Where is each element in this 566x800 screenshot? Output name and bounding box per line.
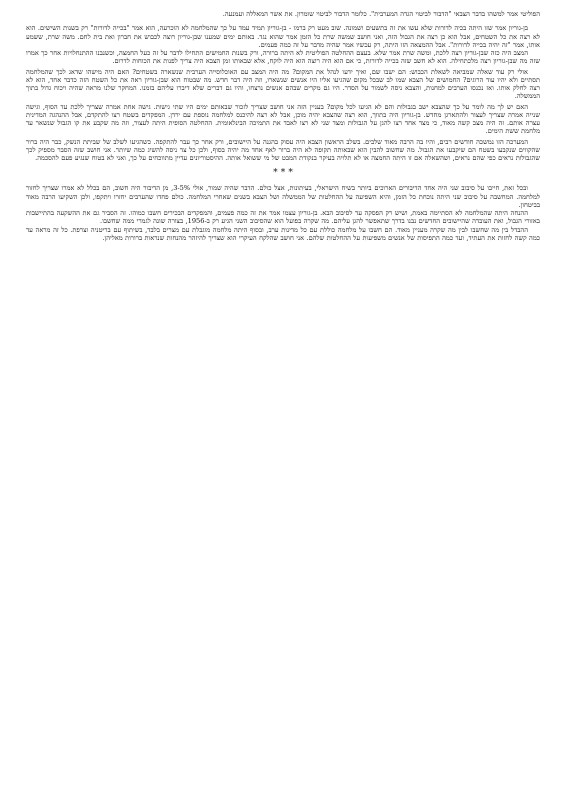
paragraph-3: אולי רק עוד שאלה שמביאה לשאלת הכבוש: הם ישבו שם, ואיך ידעו לנהל את המקום? מה היה המצב עם האוכלוסייה הערבית שנשארה בשטחים? האם היה מישהו שדאג לכך שהמלחמה תסתיים ולא יהיו עוד הרוגים? החמושים של הצבא שמו לב שבכל מקום שהגיעו אליו היו אנשים שנשארו, וזה היה דבר חדש. מה שבטוח הוא שבן-גוריון ראה את כל השטח הזה כדבר אחד, הוא לא רצה לחלק אותו. ואז נכנסו הערבים למחנות, והצבא ניסה לשמור על הסדר. היו גם מקרים שבהם אנשים נרצחו, והיו גם דברים שלא דיברו עליהם בזמנו. המחקר שלנו מראה שהיה ויכוח גדול בתוך הממשלה. (26, 67, 540, 101)
paragraph-5: המערכה הזו נמשכה חודשים רבים, והיו בה הרבה מאוד שלבים. בשלב הראשון הצבא היה עסוק בהגנה על היישובים, ורק אחר כך עבר להתקפה. כשהגיעו לשלב של שביתת הנשק, כבר היה ברור שהקווים שנקבעו בשטח הם שיקבעו את הגבול. מה שחשוב להבין הוא שבאותה תקופה לא היה ברור לאף אחד מה יהיה בסוף, ולכן כל צד ניסה להשיג כמה שיותר. אני חושב שזה הסבר מספיק לכך שהגבולות נראים כפי שהם נראים, ושהשאלה אם זו היתה החמצה או לא תלויה בעיקר בנקודת המבט של מי ששואל אותה. ההיסטוריונים עדיין מתווכחים על כך, ואני לא בטוח שנגיע פעם להסכמה. (26, 137, 540, 162)
body-section-d (26, 138, 540, 163)
intro-paragraph (26, 10, 540, 18)
paragraph-7: ההנחה היתה שהמלחמה לא הסתיימה באמת, ושיש רק הפסקה עד לסיבוב הבא. בן-גוריון עצמו אמר את זה כמה פעמים, והמפקדים הבכירים חשבו כמוהו. זה הסביר גם את ההשקעה בהתיישבות באזורי הגבול, ואת העובדה שהיישובים החדשים נבנו בדרך שתאפשר להגן עליהם. מה שקרה בפועל הוא שהסיבוב השני הגיע רק ב-1956, בצורה שונה לגמרי ממה שחשבו. (26, 209, 540, 226)
body-section-e (26, 184, 540, 242)
intro-text: הפוליטי אמר למשהו בדבר הצבאי "הדבור לביטוי הגדה המערבית". כלומר הדבור לביטוי שומרון. את אשר המאללה ועמנעה. (222, 10, 540, 18)
body-section-a (26, 24, 540, 65)
section-divider: * * * (273, 168, 293, 179)
body-section-b (26, 68, 540, 101)
paragraph-2: המצב היה כזה שבן-גוריון רצה ללכת, ומשה שרת אמר שלא. בעצם ההחלטה הפוליטית לא היתה ברורה, ורק בשנות החמישים התחילו לדבר על זה כעל החמצה, וכשנבנו ההתנחלויות אחר כך אמרו שזה מה שבן-גוריון רצה מלכתחילה. הוא לא חשב שזה בכייה לדורות, כי אם הוא היה רוצה הוא היה לוקח, אלא שבאותו זמן הצבא היה צריך לפנות את הכוחות לדרום. (25, 49, 540, 66)
paragraph-8: ההבדל בין מה שחשבו לבין מה שקרה מעניין מאוד. הם חשבו על מלחמה כוללת עם כל מדינות ערב, ובסוף היתה מלחמה מוגבלת עם מצרים בלבד, בשיתוף עם בריטניה וצרפת. כל זה מראה עד כמה קשה לחזות את העתיד, ועד כמה התפיסות של אנשים משפיעות על ההחלטות שלהם. אני חושב שהלקח העיקרי הוא שצריך להיזהר מהנחות שנראות ברורות מאליהן. (26, 225, 540, 242)
paragraph-4: האם יש לך מה לומר על כך שהצבא ישב בגבולות והם לא הגיעו לכל מקום? בעניין הזה אני חושב שצריך לזכור שבאותם ימים היו שתי גישות. גישה אחת אמרה שצריך ללכת עד הסוף, וגישה שנייה אמרה שצריך לעצור ולהתארגן מחדש. בן-גוריון היה בתווך, הוא רצה שהצבא יהיה מוכן, אבל לא רצה להיכנס למלחמה נוספת עם ירדן. המפקדים בשטח רצו להתקדם, אבל ההנהגה המדינית עצרה אותם. זה היה מצב קשה מאוד, כי מצד אחד רצו להגן על הגבולות ומצד שני לא רצו לאבד את התמיכה הבינלאומית. ההחלטה הסופית היתה לעצור, וזה מה שקבע את קו הגבול שנשאר עד מלחמת ששת הימים. (26, 102, 540, 136)
body-section-c (26, 103, 540, 136)
paragraph-1: בן-גוריון אמר שזו היתה בכיה לדורות שלא עשו את זה בתשעים ושמונה. שוב מעט רק ברמו - בן-גוריון תמיד עמד על כך שהמלחמה לא הוכרעה, הוא אמר "בכייה לדורות" רק בשנות השישים. הוא לא רצה את כל השטחים, אבל הוא כן רצה את הגבול הזה, ואני חושב שמשה שרת כל הזמן אמר שהוא נגד. באותם ימים שמענו שבן-גוריון רוצה לכבוש את חברון ואת בית לחם. משה שרת, ששמע אותו, אמר "זה יהיה בכייה לדורות". אבל ההמצאה הזו היתה, רק עכשיו אמר שהיה מדבר על זה כמה פעמים. (26, 24, 540, 49)
paragraph-6: ובכל זאת, חייבו על סיבוב שני היה אחד הדיבורים הארוכים ביותר בשיח הישראלי, בעיתונות, אצל כולם. הדבר שהיה שמור, אולי 3-5%, מן הדיבור היה חשוב, הם בכלל לא אמרו שצריך לחזור למלחמה. המחשבה על סיבוב שני היתה נוכחת כל הזמן, והיא השפיעה על ההחלטות של הממשלה ושל הצבא בשנים שאחרי המלחמה. כולם פחדו שהערבים יחזרו ויתקפו, ולכן השקיעו הרבה מאוד בביטחון. (26, 184, 540, 209)
